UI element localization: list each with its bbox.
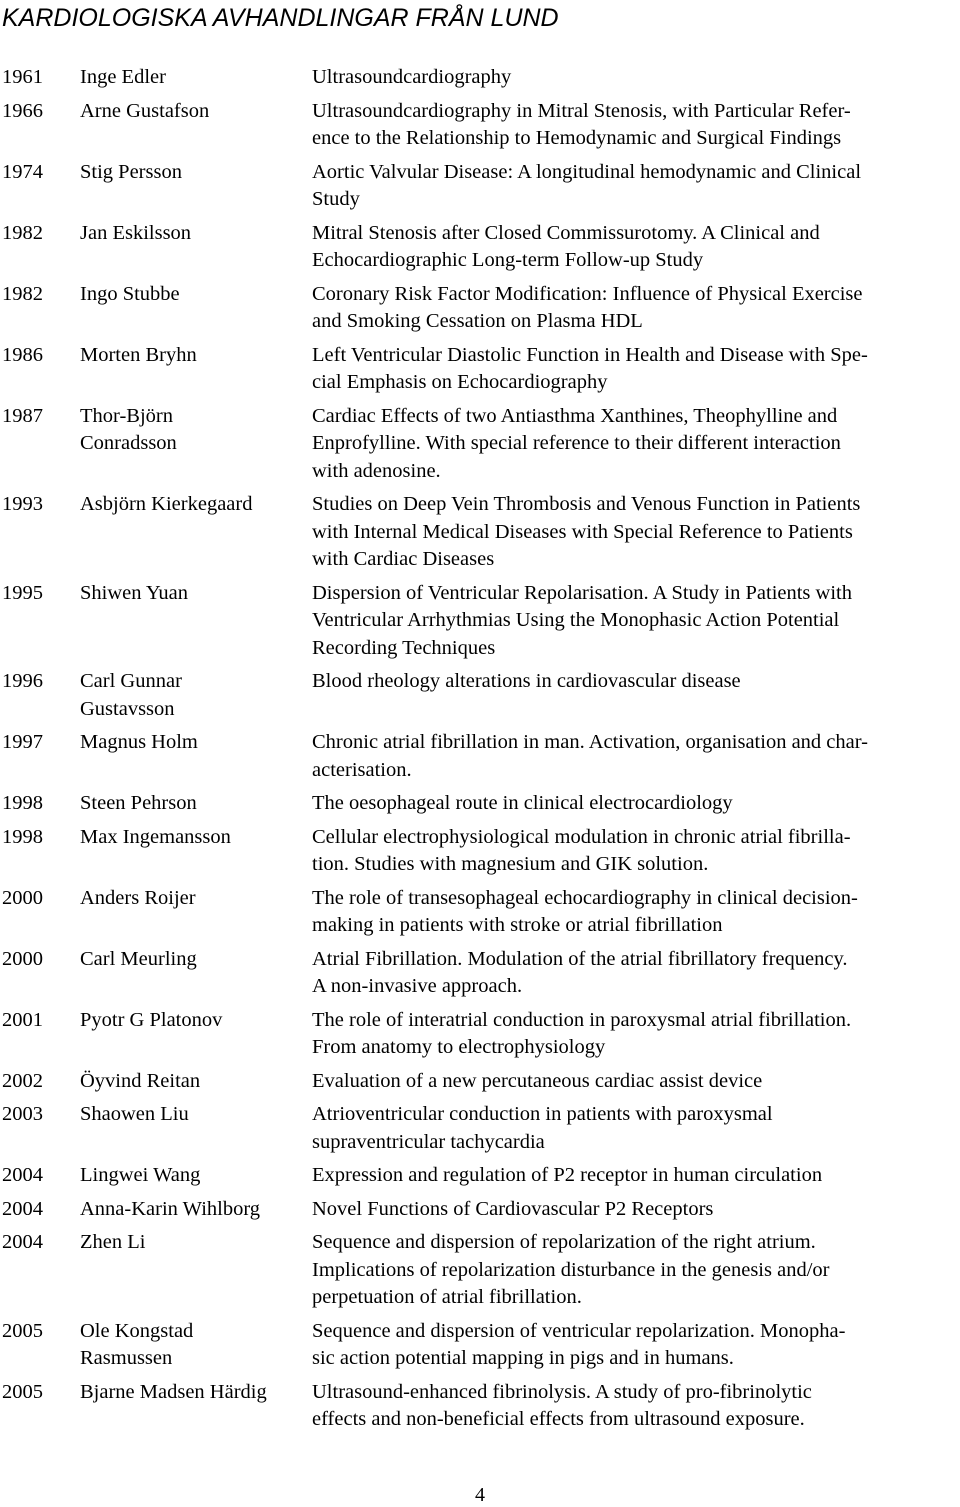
page-number: 4 bbox=[475, 1484, 485, 1506]
thesis-entry bbox=[0, 1068, 960, 1096]
thesis-entry bbox=[0, 342, 960, 397]
entry-thesis-title bbox=[312, 281, 960, 336]
thesis-title-line: Implications of repolarization disturbance in the genesis and/or bbox=[312, 1258, 830, 1281]
entry-thesis-title bbox=[312, 790, 960, 818]
thesis-entry bbox=[0, 64, 960, 92]
entry-author: Jan Eskilsson bbox=[80, 221, 192, 244]
thesis-title-line: with Internal Medical Diseases with Special Reference to Patients bbox=[312, 520, 853, 543]
entry-thesis-title bbox=[312, 1007, 960, 1062]
thesis-title-line: The role of interatrial conduction in paroxysmal atrial fibrillation. bbox=[312, 1008, 852, 1031]
entry-author: Arne Gustafson bbox=[80, 99, 210, 122]
entry-year: 1996 bbox=[2, 670, 43, 692]
thesis-list bbox=[0, 64, 960, 1440]
entry-thesis-title bbox=[312, 729, 960, 784]
thesis-title-line: cial Emphasis on Echocardiography bbox=[312, 371, 608, 393]
entry-thesis-title bbox=[312, 491, 960, 574]
thesis-title-line: effects and non-beneficial effects from ultrasound exposure. bbox=[312, 1408, 805, 1430]
thesis-title-line: The role of transesophageal echocardiography in clinical decision- bbox=[312, 886, 858, 909]
entry-year: 1986 bbox=[2, 343, 43, 366]
thesis-title-line: Sequence and dispersion of repolarization of the right atrium. bbox=[312, 1231, 816, 1253]
entry-year: 2000 bbox=[2, 947, 43, 970]
thesis-title-line: making in patients with stroke or atrial fibrillation bbox=[312, 914, 723, 936]
thesis-title-line: Novel Functions of Cardiovascular P2 Receptors bbox=[312, 1197, 714, 1220]
entry-thesis-title bbox=[312, 946, 960, 1001]
entry-thesis-title bbox=[312, 1229, 960, 1312]
entry-author: Morten Bryhn bbox=[80, 343, 197, 366]
thesis-title-line: Chronic atrial fibrillation in man. Activation, organisation and char- bbox=[312, 731, 868, 753]
entry-year: 1974 bbox=[2, 160, 43, 183]
entry-year: 2002 bbox=[2, 1069, 43, 1092]
entry-thesis-title bbox=[312, 1379, 960, 1434]
entry-author: Ole Kongstad Rasmussen bbox=[80, 1319, 194, 1369]
entry-year: 1995 bbox=[2, 581, 43, 604]
thesis-entry bbox=[0, 159, 960, 214]
thesis-title-line: supraventricular tachycardia bbox=[312, 1130, 545, 1153]
entry-year: 1993 bbox=[2, 493, 43, 515]
entry-author: Anders Roijer bbox=[80, 886, 196, 909]
entry-year: 2004 bbox=[2, 1164, 43, 1186]
thesis-title-line: Left Ventricular Diastolic Function in Health and Disease with Spe- bbox=[312, 343, 868, 366]
thesis-title-line: Ultrasound-enhanced fibrinolysis. A study of pro-fibrinolytic bbox=[312, 1380, 812, 1403]
entry-year: 1997 bbox=[2, 731, 43, 753]
entry-year: 1966 bbox=[2, 99, 43, 122]
thesis-entry bbox=[0, 946, 960, 1001]
thesis-title-line: Atrial Fibrillation. Modulation of the atrial fibrillatory frequency. bbox=[312, 947, 848, 970]
entry-thesis-title bbox=[312, 1196, 960, 1224]
entry-thesis-title bbox=[312, 580, 960, 663]
entry-year: 1982 bbox=[2, 221, 43, 244]
entry-author: Bjarne Madsen Härdig bbox=[80, 1380, 267, 1403]
entry-author: Max Ingemansson bbox=[80, 825, 231, 848]
thesis-title-line: Echocardiographic Long-term Follow-up Study bbox=[312, 249, 704, 271]
thesis-entry bbox=[0, 1196, 960, 1224]
thesis-title-line: Blood rheology alterations in cardiovascular disease bbox=[312, 670, 741, 692]
thesis-title-line: Atrioventricular conduction in patients with paroxysmal bbox=[312, 1103, 773, 1125]
entry-thesis-title bbox=[312, 342, 960, 397]
entry-thesis-title bbox=[312, 1162, 960, 1190]
thesis-entry bbox=[0, 491, 960, 574]
entry-thesis-title bbox=[312, 64, 960, 92]
thesis-entry bbox=[0, 790, 960, 818]
entry-author: Lingwei Wang bbox=[80, 1164, 201, 1186]
entry-author: Inge Edler bbox=[80, 66, 166, 88]
thesis-title-line: A non-invasive approach. bbox=[312, 975, 523, 997]
entry-author: Ingo Stubbe bbox=[80, 282, 180, 305]
thesis-title-line: tion. Studies with magnesium and GIK solution. bbox=[312, 853, 709, 875]
entry-year: 1982 bbox=[2, 282, 43, 305]
entry-year: 2003 bbox=[2, 1103, 43, 1125]
thesis-entry bbox=[0, 580, 960, 663]
thesis-title-line: Cardiac Effects of two Antiasthma Xanthines, Theophylline and bbox=[312, 404, 838, 427]
thesis-entry bbox=[0, 885, 960, 940]
thesis-title-line: Ultrasoundcardiography in Mitral Stenosis, with Particular Refer- bbox=[312, 99, 851, 122]
entry-author: Öyvind Reitan bbox=[80, 1069, 201, 1092]
entry-thesis-title bbox=[312, 220, 960, 275]
entry-thesis-title bbox=[312, 98, 960, 153]
entry-year: 2004 bbox=[2, 1197, 43, 1220]
entry-thesis-title bbox=[312, 885, 960, 940]
thesis-title-line: Study bbox=[312, 188, 360, 210]
thesis-title-line: Sequence and dispersion of ventricular repolarization. Monopha- bbox=[312, 1319, 846, 1342]
thesis-title-line: Dispersion of Ventricular Repolarisation. A Study in Patients with bbox=[312, 581, 852, 604]
entry-year: 1998 bbox=[2, 792, 43, 814]
thesis-title-line: Studies on Deep Vein Thrombosis and Venous Function in Patients bbox=[312, 493, 861, 515]
entry-thesis-title bbox=[312, 668, 960, 723]
entry-author: Thor-Björn Conradsson bbox=[80, 404, 177, 454]
entry-year: 2005 bbox=[2, 1380, 43, 1403]
thesis-entry bbox=[0, 1318, 960, 1373]
thesis-title-line: Recording Techniques bbox=[312, 636, 496, 659]
entry-author: Zhen Li bbox=[80, 1231, 146, 1253]
entry-author: Carl Meurling bbox=[80, 947, 197, 970]
thesis-title-line: perpetuation of atrial fibrillation. bbox=[312, 1286, 582, 1308]
entry-thesis-title bbox=[312, 403, 960, 486]
thesis-title-line: Aortic Valvular Disease: A longitudinal hemodynamic and Clinical bbox=[312, 160, 862, 183]
thesis-entry bbox=[0, 824, 960, 879]
thesis-title-line: From anatomy to electrophysiology bbox=[312, 1036, 606, 1058]
thesis-title-line: acterisation. bbox=[312, 758, 412, 781]
thesis-entry bbox=[0, 729, 960, 784]
thesis-title-line: Coronary Risk Factor Modification: Influence of Physical Exercise bbox=[312, 282, 863, 305]
thesis-entry bbox=[0, 281, 960, 336]
thesis-title-line: The oesophageal route in clinical electrocardiology bbox=[312, 792, 733, 814]
thesis-title-line: Expression and regulation of P2 receptor in human circulation bbox=[312, 1164, 823, 1186]
entry-author: Shiwen Yuan bbox=[80, 581, 188, 604]
page-title: KARDIOLOGISKA AVHANDLINGAR FRÅN LUND bbox=[2, 4, 559, 32]
entry-author: Steen Pehrson bbox=[80, 792, 197, 814]
entry-thesis-title bbox=[312, 824, 960, 879]
thesis-entry bbox=[0, 98, 960, 153]
thesis-entry bbox=[0, 1379, 960, 1434]
thesis-entry bbox=[0, 1007, 960, 1062]
entry-year: 2004 bbox=[2, 1231, 43, 1253]
thesis-entry bbox=[0, 1162, 960, 1190]
entry-year: 2000 bbox=[2, 886, 43, 909]
thesis-entry bbox=[0, 220, 960, 275]
entry-author: Pyotr G Platonov bbox=[80, 1008, 223, 1031]
entry-thesis-title bbox=[312, 159, 960, 214]
entry-author: Shaowen Liu bbox=[80, 1103, 189, 1125]
thesis-title-line: Ultrasoundcardiography bbox=[312, 66, 512, 88]
entry-year: 1961 bbox=[2, 66, 43, 88]
thesis-entry bbox=[0, 403, 960, 486]
thesis-title-line: with Cardiac Diseases bbox=[312, 548, 495, 570]
entry-year: 1998 bbox=[2, 825, 43, 848]
entry-thesis-title bbox=[312, 1101, 960, 1156]
entry-year: 2001 bbox=[2, 1008, 43, 1031]
entry-author: Carl Gunnar Gustavsson bbox=[80, 670, 182, 720]
thesis-title-line: with adenosine. bbox=[312, 459, 441, 482]
entry-thesis-title bbox=[312, 1068, 960, 1096]
thesis-title-line: Ventricular Arrhythmias Using the Monophasic Action Potential bbox=[312, 609, 840, 631]
thesis-title-line: sic action potential mapping in pigs and in humans. bbox=[312, 1347, 734, 1369]
thesis-title-line: Cellular electrophysiological modulation in chronic atrial fibrilla- bbox=[312, 825, 851, 848]
thesis-entry bbox=[0, 1101, 960, 1156]
entry-author: Anna-Karin Wihlborg bbox=[80, 1197, 261, 1220]
entry-year: 1987 bbox=[2, 404, 43, 427]
thesis-title-line: Enprofylline. With special reference to their different interaction bbox=[312, 432, 841, 454]
thesis-title-line: Evaluation of a new percutaneous cardiac assist device bbox=[312, 1069, 763, 1092]
thesis-entry bbox=[0, 668, 960, 723]
entry-year: 2005 bbox=[2, 1319, 43, 1342]
entry-author: Asbjörn Kierkegaard bbox=[80, 493, 253, 515]
entry-thesis-title bbox=[312, 1318, 960, 1373]
thesis-title-line: and Smoking Cessation on Plasma HDL bbox=[312, 310, 643, 332]
thesis-title-line: Mitral Stenosis after Closed Commissurotomy. A Clinical and bbox=[312, 221, 820, 244]
thesis-entry bbox=[0, 1229, 960, 1312]
thesis-title-line: ence to the Relationship to Hemodynamic and Surgical Findings bbox=[312, 127, 842, 149]
entry-author: Magnus Holm bbox=[80, 731, 198, 753]
entry-author: Stig Persson bbox=[80, 160, 182, 183]
